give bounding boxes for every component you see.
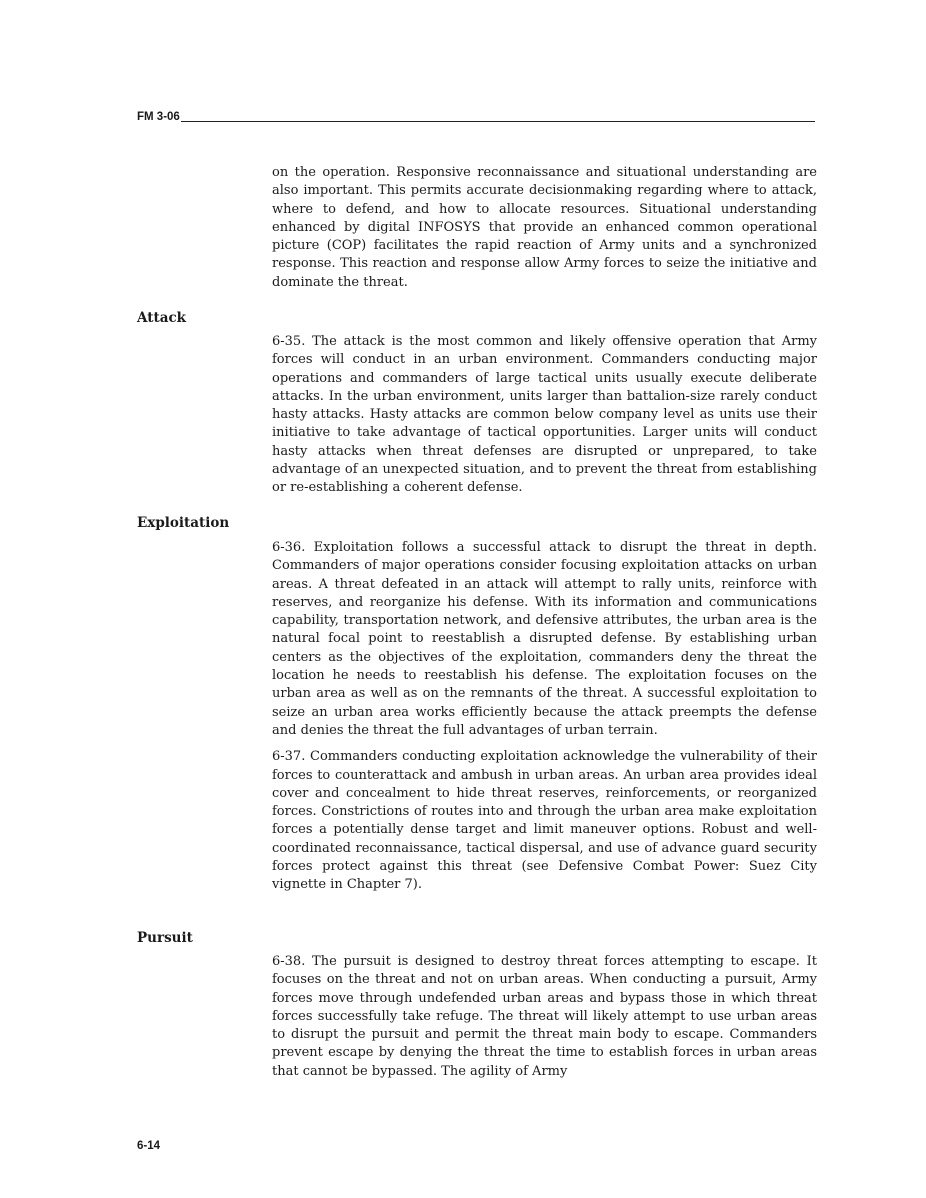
section-heading-exploitation: Exploitation [137, 515, 230, 531]
section-heading-attack: Attack [137, 310, 187, 326]
pursuit-text-block [272, 953, 817, 1081]
paragraph-6-37: 6-37. Commanders conducting exploitation acknowledge the vulnerability of their forces to counterattack and ambush in urban areas. An urban area provides ideal cover and concealment to hide threat reserves, reinforcements, or reorganized forces. Constrictions of routes into and through the urban area make exploitation forces a potentially dense target and limit maneuver options. Robust and well-coordinated reconnaissance, tactical dispersal, and use of advance guard security forces protect against this threat (see Defensive Combat Power: Suez City vignette in Chapter 7). [272, 749, 817, 893]
manual-number: FM 3-06 [137, 111, 180, 123]
header-rule [181, 121, 815, 122]
running-header [137, 108, 815, 124]
continued-paragraph: on the operation. Responsive reconnaissance and situational understanding are also important. This permits accurate decisionmaking regarding where to attack, where to defend, and how to allocate resources. Situational understanding enhanced by digital INFOSYS that provide an enhanced common operational picture (COP) facilitates the rapid reaction of Army units and a synchronized response. This reaction and response allow Army forces to seize the initiative and dominate the threat. [272, 165, 817, 290]
section-heading-pursuit: Pursuit [137, 930, 193, 946]
paragraph-6-35: 6-35. The attack is the most common and likely offensive operation that Army forces will conduct in an urban environment. Commanders conducting major operations and commanders of large tactical units usually execute deliberate attacks. In the urban environment, units larger than battalion-size rarely conduct hasty attacks. Hasty attacks are common below company level as units use their initiative to take advantage of tactical opportunities. Larger units will conduct hasty attacks when threat defenses are disrupted or unprepared, to take advantage of an unexpected situation, and to prevent the threat from establishing or re-establishing a coherent defense. [272, 334, 817, 496]
attack-text-block [272, 333, 817, 498]
exploitation-text-block [272, 539, 817, 895]
continued-text-block [272, 164, 817, 292]
page-number: 6-14 [137, 1140, 161, 1152]
paragraph-6-38: 6-38. The pursuit is designed to destroy threat forces attempting to escape. It focuses on the threat and not on urban areas. When conducting a pursuit, Army forces move through undefended urban areas and bypass those in which threat forces successfully take refuge. The threat will likely attempt to use urban areas to disrupt the pursuit and permit the threat main body to escape. Commanders prevent escape by denying the threat the time to establish forces in urban areas that cannot be bypassed. The agility of Army [272, 954, 817, 1079]
paragraph-6-36: 6-36. Exploitation follows a successful attack to disrupt the threat in depth. Commanders of major operations consider focusing exploitation attacks on urban areas. A threat defeated in an attack will attempt to rally units, reinforce with reserves, and reorganize his defense. With its information and communications capability, transportation network, and defensive attributes, the urban area is the natural focal point to reestablish a disrupted defense. By establishing urban centers as the objectives of the exploitation, commanders deny the threat the location he needs to reestablish his defense. The exploitation focuses on the urban area as well as on the remnants of the threat. A successful exploitation to seize an urban area works efficiently because the attack preempts the defense and denies the threat the full advantages of urban terrain. [272, 540, 817, 738]
